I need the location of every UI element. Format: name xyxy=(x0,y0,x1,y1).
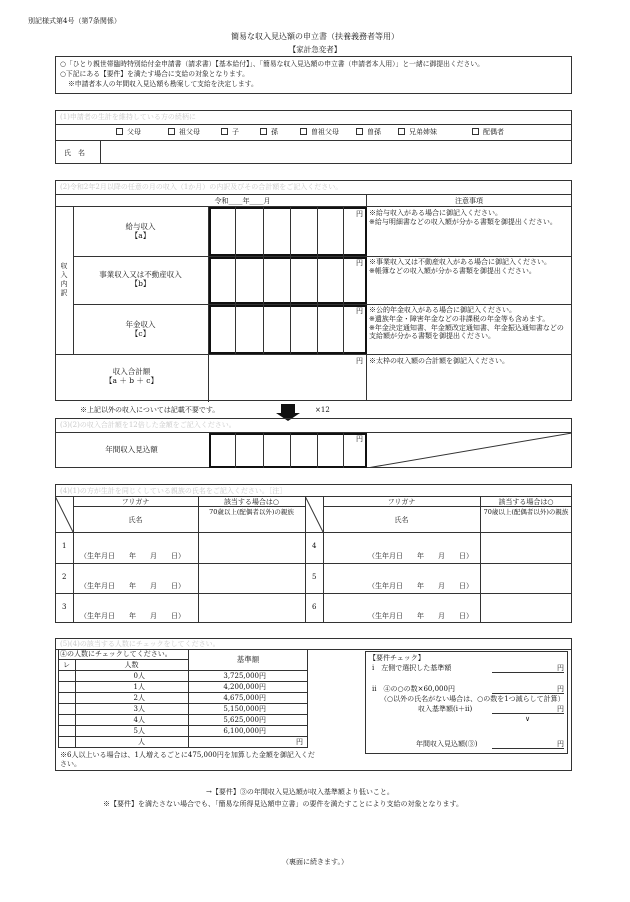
relation-child[interactable]: 子 xyxy=(221,128,239,137)
total-unit: 円 xyxy=(356,357,363,365)
name-header-left: 氏名 xyxy=(128,516,143,524)
count-cell-0[interactable] xyxy=(59,671,74,680)
checkbox-icon[interactable] xyxy=(168,128,175,135)
over70-header-right: 70歳以上(配偶者以外)の親族 xyxy=(483,508,569,516)
people-5: 5人 xyxy=(133,727,145,735)
birth-label-6: （生年月日 年 月 日） xyxy=(368,612,473,620)
date-label: 令和____年____月 xyxy=(214,197,271,205)
birth-label-5: （生年月日 年 月 日） xyxy=(368,582,473,590)
checkbox-icon[interactable] xyxy=(221,128,228,135)
section4-heading: (4)(1)の方が生計を同じくしている親族の氏名をご記入ください。［注］ xyxy=(60,487,287,495)
base-header: 基準額 xyxy=(236,655,260,664)
applicable-header-right: 該当する場合は○ xyxy=(498,498,554,506)
diagonal-strike xyxy=(367,433,572,468)
birth-label-2: （生年月日 年 月 日） xyxy=(80,582,185,590)
section5-heading: (5)(4)の該当する人数にチェックをしてください。 xyxy=(60,640,220,648)
people-2: 2人 xyxy=(133,694,145,702)
requirement-annual: 年間収入見込額(③) xyxy=(416,740,478,748)
notes-header: 注意事項 xyxy=(455,197,483,205)
audience-label: 【家計急変者】 xyxy=(288,45,342,54)
total-field[interactable] xyxy=(209,355,366,401)
form-code: 別記様式第4号（第7条関係） xyxy=(28,17,121,25)
checkbox-icon[interactable] xyxy=(300,128,307,135)
people-other: 人 xyxy=(138,738,145,746)
amount-other: 円 xyxy=(296,738,303,746)
amount-1: 4,200,000円 xyxy=(223,683,266,691)
business-notes: ※事業収入又は不動産収入がある場合に御記入ください。 ※帳簿などの収入額が分かる書類を御提出ください。 xyxy=(369,258,551,275)
requirement-compare: ∨ xyxy=(525,715,531,723)
row-number-5: 5 xyxy=(312,573,317,581)
multiplier-label: ×12 xyxy=(315,406,330,414)
name-field[interactable] xyxy=(102,142,570,162)
intro-line-3: ※申請者本人の年間収入見込額も勘案して支給を決定します。 xyxy=(68,80,258,88)
birth-label-3: （生年月日 年 月 日） xyxy=(80,612,185,620)
furigana-header-left: フリガナ xyxy=(121,498,150,506)
pension-label: 年金収入 【c】 xyxy=(125,320,156,339)
requirement-statement: →【要件】③の年間収入見込額が収入基準額より低いこと。 xyxy=(206,788,394,796)
requirement-ii-unit: 円 xyxy=(557,685,564,693)
checkbox-icon[interactable] xyxy=(116,128,123,135)
business-unit: 円 xyxy=(356,259,363,267)
relation-great-grandparents[interactable]: 曽祖父母 xyxy=(300,128,339,137)
check-mark-icon: レ xyxy=(63,661,70,669)
annual-estimate-label: 年間収入見込額 xyxy=(105,445,158,454)
count-cell-6[interactable] xyxy=(59,737,74,747)
row-number-2: 2 xyxy=(62,573,67,581)
requirement-ii-note: （○以外の氏名がない場合は、○の数を1つ減らして計算） xyxy=(380,695,565,703)
diagonal-corner-right xyxy=(305,496,323,532)
checkbox-icon[interactable] xyxy=(356,128,363,135)
requirement-sum-unit: 円 xyxy=(557,705,564,713)
relation-parents[interactable]: 父母 xyxy=(116,128,141,137)
requirement-i: i 左側で選択した基準額 xyxy=(372,664,452,672)
requirement-annual-unit: 円 xyxy=(557,740,564,748)
pension-notes: ※公的年金収入がある場合に御記入ください。 ※遺族年金・障害年金などの非課税の年金等も含めます。 ※年金決定通知書、年金額改定通知書、年金振込通知書などの支給額が分かる書類を御提出ください。 xyxy=(369,306,564,341)
annual-estimate-unit: 円 xyxy=(356,435,363,443)
amount-0: 3,725,000円 xyxy=(223,672,266,680)
requirement-i-unit: 円 xyxy=(557,664,564,672)
section2-heading: (2)令和2年2月以降の任意の月の収入（1か月）の内訳及びその合計額をご記入ください。 xyxy=(60,183,343,191)
intro-line-1: ○「ひとり親世帯臨時特別給付金申請書（請求書）【基本給付】」、「簡易な収入見込額の申立書（申請者本人用）」と一緒に御提出ください。 xyxy=(60,60,484,68)
count-cell-3[interactable] xyxy=(59,704,74,713)
page-title: 簡易な収入見込額の申立書（扶養義務者等用） xyxy=(231,32,399,41)
base-note: ※6人以上いる場合は、1人増えるごとに475,000円を加算した金額を御記入ください。 xyxy=(60,751,315,768)
birth-label-4: （生年月日 年 月 日） xyxy=(368,552,473,560)
requirement-ii: ii ④の○の数×60,000円 xyxy=(372,685,455,693)
intro-line-2: ○下記にある【要件】を満たす場合に支給の対象となります。 xyxy=(60,70,249,78)
people-0: 0人 xyxy=(133,672,145,680)
amount-5: 6,100,000円 xyxy=(223,727,266,735)
name-label: 氏 名 xyxy=(64,149,85,157)
relation-grandchild[interactable]: 孫 xyxy=(260,128,278,137)
relation-spouse[interactable]: 配偶者 xyxy=(472,128,504,137)
total-label: 収入合計額 【a ＋ b ＋ c】 xyxy=(104,367,158,386)
checkbox-icon[interactable] xyxy=(398,128,405,135)
requirement-title: 【要件チェック】 xyxy=(369,654,425,662)
people-header: 人数 xyxy=(124,661,139,669)
row-number-1: 1 xyxy=(62,542,67,550)
people-3: 3人 xyxy=(133,705,145,713)
income-breakdown-label: 収入内訳 xyxy=(60,262,68,298)
section2-footnote: ※上記以外の収入については記載不要です。 xyxy=(80,406,220,414)
pension-unit: 円 xyxy=(356,307,363,315)
salary-unit: 円 xyxy=(356,210,363,218)
alternative-statement: ※【要件】を満たさない場合でも、「簡易な所得見込額申立書」の要件を満たすことにより支給の対象となります。 xyxy=(103,800,463,808)
birth-label-1: （生年月日 年 月 日） xyxy=(80,552,185,560)
check-header: ④の人数にチェックしてください。 xyxy=(60,650,172,658)
row-number-3: 3 xyxy=(62,603,67,611)
section1-heading: (1)申請者の生計を維持している方の続柄に xyxy=(60,113,196,121)
section3-heading: (3)(2)の収入合計額を12倍した金額をご記入ください。 xyxy=(60,421,236,429)
count-cell-1[interactable] xyxy=(59,682,74,691)
requirement-sum: 収入基準額(i＋ii) xyxy=(418,705,473,713)
salary-label: 給与収入 【a】 xyxy=(125,222,156,241)
relation-grandparents[interactable]: 祖父母 xyxy=(168,128,200,137)
salary-notes: ※給与収入がある場合に御記入ください。 ※給与明細書などの収入額が分かる書類を御提出ください。 xyxy=(369,209,557,226)
row-number-4: 4 xyxy=(312,542,317,550)
name-header-right: 氏名 xyxy=(394,516,409,524)
continued-label: （裏面に続きます。） xyxy=(282,858,348,866)
row-number-6: 6 xyxy=(312,603,317,611)
furigana-header-right: フリガナ xyxy=(387,498,416,506)
checkbox-icon[interactable] xyxy=(472,128,479,135)
relation-great-grandchild[interactable]: 曽孫 xyxy=(356,128,381,137)
applicable-header-left: 該当する場合は○ xyxy=(223,498,280,506)
diagonal-corner-left xyxy=(55,496,73,532)
amount-2: 4,675,000円 xyxy=(223,694,266,702)
relation-siblings[interactable]: 兄弟姉妹 xyxy=(398,128,437,137)
amount-4: 5,625,000円 xyxy=(223,716,266,724)
checkbox-icon[interactable] xyxy=(260,128,267,135)
count-cell-2[interactable] xyxy=(59,693,74,702)
people-1: 1人 xyxy=(133,683,145,691)
total-notes: ※太枠の収入額の合計額を御記入ください。 xyxy=(369,357,509,365)
count-cell-4[interactable] xyxy=(59,715,74,724)
business-label: 事業収入又は不動産収入 【b】 xyxy=(99,270,182,289)
people-4: 4人 xyxy=(133,716,145,724)
over70-header-left: 70歳以上(配偶者以外)の親族 xyxy=(209,508,294,516)
amount-3: 5,150,000円 xyxy=(223,705,266,713)
count-cell-5[interactable] xyxy=(59,726,74,735)
